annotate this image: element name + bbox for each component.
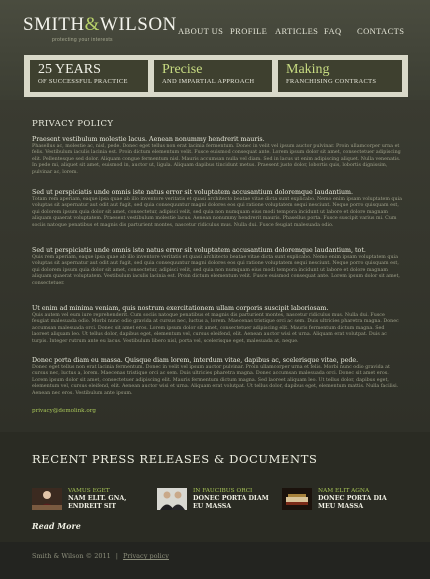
main-nav	[0, 0, 430, 40]
press-thumbnail-image[interactable]	[157, 488, 187, 510]
paragraph-lead: Praesent vestibulum molestie lacus. Aenean nonummy hendrerit mauris.	[32, 136, 265, 143]
privacy-email-link[interactable]: privacy@demolink.org	[32, 408, 96, 414]
privacy-policy-link[interactable]: Privacy policy	[122, 552, 169, 560]
press-item-title[interactable]: DONEC PORTA DIA MEU MASSA	[318, 495, 387, 510]
tagline: protecting your interests	[52, 37, 113, 43]
paragraph-body: Phasellus ac, molestie ac, nisl, pede. Donec eget tellus non erat lacinia fermentum. Donec in velit vel ipsum auctor pulvinar. Proin ullamcorper urna et felis. Vestibulum iaculis lacinia est. Proin dictum elementum velit. Fusce euismod consequat ante. Lorem ipsum dolor sit amet, consectetuer adipiscing elit. Pellentesque sed dolor. Aliquam congue fermentum nisl. Mauris accumsan nulla vel diam. Sed in lacus ut enim adipiscing aliquet. Nulla venenatis. In pede mi, aliquet sit amet, euismod in, auctor ut, ligula. Aliquam dapibus tincidunt metus. Praesent justo dolor, lobortis quis, lobortis dignissim, pulvinar ac, lorem.	[32, 144, 401, 175]
footer	[0, 542, 430, 579]
nav-articles[interactable]: ARTICLES	[275, 26, 319, 36]
feature-heading: 25 YEARS	[38, 62, 101, 77]
logo-name-right: WILSON	[99, 14, 177, 35]
press-category: NAM ELIT AGNA	[318, 488, 370, 494]
press-section	[0, 432, 430, 542]
paragraph-lead: Donec porta diam eu massa. Quisque diam lorem, interdum vitae, dapibus ac, scelerisque vitae, pede.	[32, 357, 359, 364]
copyright: Smith & Wilson © 2011	[32, 552, 111, 560]
feature-heading: Precise	[162, 62, 203, 77]
nav-profile[interactable]: PROFILE	[230, 26, 268, 36]
paragraph-body: Quis autem vel eum iure reprehenderit. Cum sociis natoque penatibus et magnis dis parturient montes, nascetur ridiculus mus. Nulla dui. Fusce feugiat malesuada odio. Morbi nunc odio gravida at cursus nec, luctus a, lorem. Maecenas tristique orci ac sem. Duis ultricies pharetra magna. Donec accumsan malesuada orci. Donec sit amet eros. Lorem ipsum dolor sit amet, consectetuer adipiscing elit. Mauris fermentum dictum magna. Sed laoreet aliquam leo. Ut tellus dolor, dapibus eget, elementum vel, cursus eleifend, elit. Aenean auctor wisi et urna. Aliquam erat volutpat. Duis ac turpis. Integer rutrum ante eu lacus. Vestibulum libero nisl, porta vel, scelerisque eget, malesuada at, neque.	[32, 313, 399, 344]
paragraph-body: Quis rem aperiam, eaque ipsa quae ab illo inventore veritatis et quasi architecto beatae vitae dicta sunt explicabo. Nemo enim ipsam voluptatem quia voluptas sit aspernatur aut odit aut fugit, sed quia consequuntur magni dolores eos qui ratione voluptatem sequi nesciunt. Neque porro quisquam est, qui dolorem ipsum quia dolor sit amet, consectetur, adipisci velit, sed quia non numquam eius modi tempora incidunt ut labore et dolore magnam aliquam quaerat voluptatem. Vestibulum iaculis lacinia est. Proin dictum elementum velit. Fusce euismod consequat ante. Lorem ipsum dolor sit amet, consectetuer.	[32, 255, 400, 286]
nav-contacts[interactable]: CONTACTS	[357, 26, 405, 36]
feature-box-approach[interactable]	[154, 60, 272, 92]
press-category: VAMUS EGET	[68, 488, 110, 494]
feature-subheading: AND IMPARTIAL APPROACH	[162, 78, 255, 85]
press-item-title[interactable]: DONEC PORTA DIAM EU MASSA	[193, 495, 269, 510]
logo-amp: &	[84, 14, 100, 35]
footer-text	[32, 552, 169, 560]
feature-banner	[24, 55, 408, 97]
paragraph-lead: Sed ut perspiciatis unde omnis iste natus error sit voluptatem accusantium doloremque laudantium.	[32, 189, 353, 196]
footer-separator: |	[115, 552, 118, 560]
read-more-link[interactable]: Read More	[32, 521, 81, 531]
press-category: IN FAUCIBUS ORCI	[193, 488, 253, 494]
feature-subheading: OF SUCCESSFUL PRACTICE	[38, 78, 128, 85]
policy-paragraph	[32, 357, 402, 397]
privacy-content	[0, 100, 430, 432]
feature-box-contracts[interactable]	[278, 60, 402, 92]
feature-subheading: FRANCHISING CONTRACTS	[286, 78, 377, 85]
logo-name-left: SMITH	[23, 14, 85, 35]
policy-paragraph	[32, 247, 402, 287]
paragraph-body: Totam rem aperiam, eaque ipsa quae ab illo inventore veritatis et quasi architecto beatae vitae dicta sunt explicabo. Nemo enim ipsam voluptatem quia voluptas sit aspernatur aut odit aut fugit, sed quia consequuntur magni dolores eos qui ratione voluptatem sequi nesciunt. Neque porro quisquam est, qui dolorem ipsum quia dolor sit amet, consectetur, adipisci velit, sed quia non numquam eius modi tempora incidunt ut labore et dolore magnam aliquam quaerat voluptatem. Praesent vestibulum molestie lacus. Aenean nonummy hendrerit mauris. Phasellus porta. Fusce suscipit varius mi. Cum sociis natoque penatibus et magnis dis parturient montes, nascetur ridiculus mus. Nulla dui. Fusce feugiat malesuada odio.	[32, 197, 402, 228]
policy-paragraph	[32, 189, 402, 229]
paragraph-lead: Sed ut perspiciatis unde omnis iste natus error sit voluptatem accusantium doloremque laudantium, tot.	[32, 247, 366, 254]
nav-about-us[interactable]: ABOUT US	[178, 26, 224, 36]
feature-heading: Making	[286, 62, 330, 77]
paragraph-lead: Ut enim ad minima veniam, quis nostrum exercitationem ullam corporis suscipit laboriosam.	[32, 305, 329, 312]
policy-paragraph	[32, 305, 402, 345]
paragraph-body: Donec eget tellus non erat lacinia fermentum. Donec in velit vel ipsum auctor pulvinar. Proin ullamcorper urna et felis. Morbi nunc odio gravida at cursus nec, luctus a, lorem. Maecenas tristique orci ac sem. Duis ultricies pharetra magna. Donec accumsan malesuada orci. Donec sit amet eros. Lorem ipsum dolor sit amet, consectetuer adipiscing elit. Mauris fermentum dictum magna. Sed laoreet aliquam leo. Ut tellus dolor, dapibus eget, elementum vel, cursus eleifend, elit. Aenean auctor wisi et urna. Aliquam erat volutpat. Ut tellus dolor, dapibus eget, elementum mattis. Nulla facilisi. Aenean nec eros. Vestibulum ante ipsum.	[32, 365, 399, 396]
press-item-title[interactable]: NAM ELIT. GNA, ENDREIT SIT	[68, 495, 127, 510]
press-title: RECENT PRESS RELEASES & DOCUMENTS	[32, 452, 318, 466]
policy-paragraph	[32, 136, 402, 176]
feature-box-experience[interactable]	[30, 60, 148, 92]
press-thumbnail-image[interactable]	[32, 488, 62, 510]
header	[0, 0, 430, 100]
press-thumbnail-image[interactable]	[282, 488, 312, 510]
nav-faq[interactable]: FAQ	[324, 26, 342, 36]
page-title: PRIVACY POLICY	[32, 119, 114, 129]
